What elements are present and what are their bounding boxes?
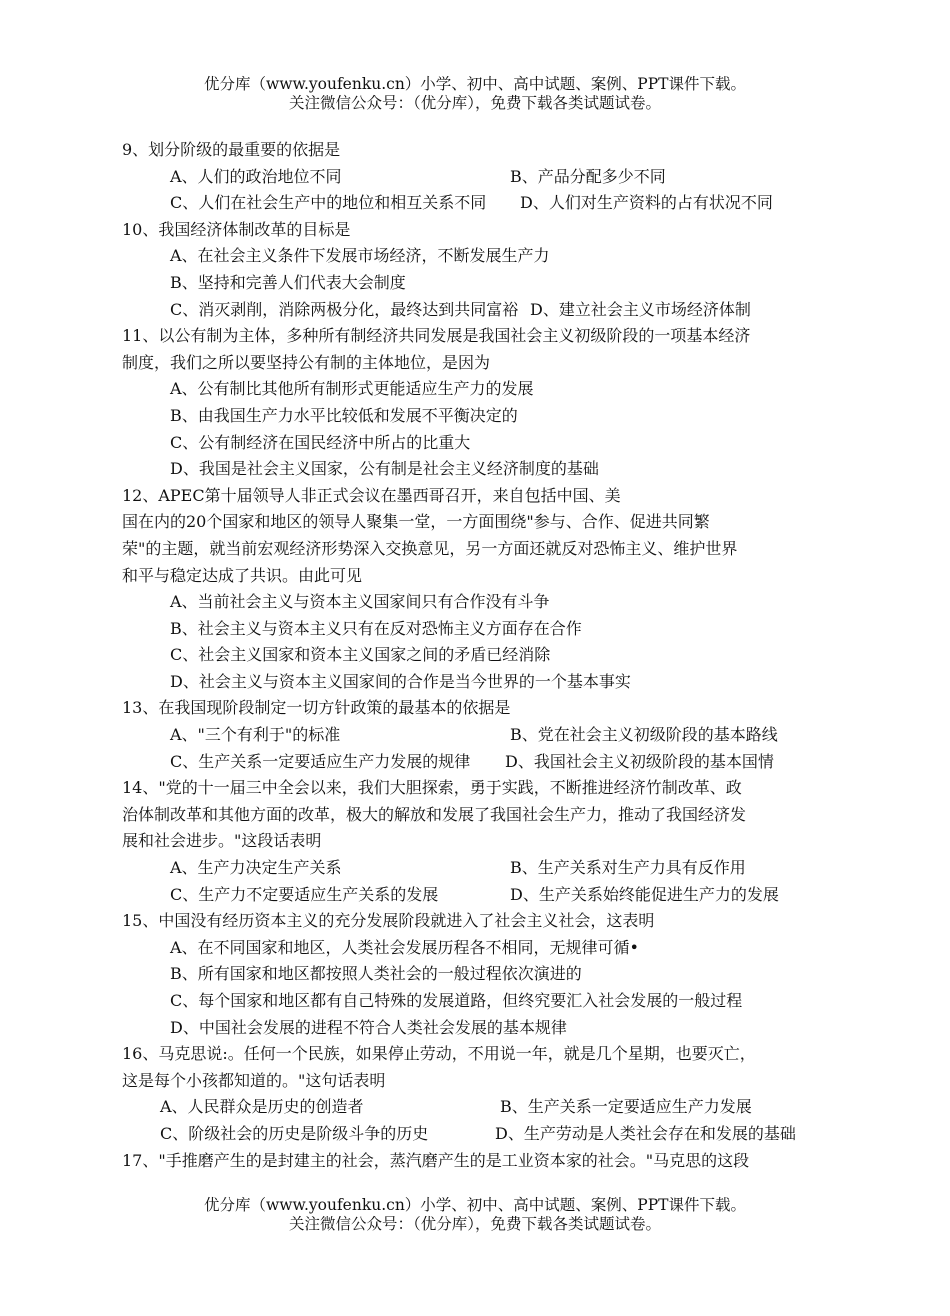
question-stem: 13、在我国现阶段制定一切方针政策的最基本的依据是	[122, 698, 511, 718]
question-stem: 9、划分阶级的最重要的依据是	[122, 140, 341, 159]
option-c: C、每个国家和地区都有自己特殊的发展道路，但终究要汇入社会发展的一般过程	[170, 991, 743, 1010]
question-list	[122, 137, 842, 1174]
option-c: C、公有制经济在国民经济中所占的比重大	[170, 432, 471, 452]
option-b: B、坚持和完善人们代表大会制度	[170, 272, 406, 292]
option-b: B、由我国生产力水平比较低和发展不平衡决定的	[170, 405, 518, 425]
question-stem: 15、中国没有经历资本主义的充分发展阶段就进入了社会主义社会，这表明	[122, 911, 655, 931]
option-d: D、社会主义与资本主义国家间的合作是当今世界的一个基本事实	[170, 671, 631, 691]
option-a: A、"三个有利于"的标准	[170, 725, 341, 745]
question-11	[122, 323, 842, 483]
option-a: A、在不同国家和地区，人类社会发展历程各不相同，无规律可循•	[170, 937, 639, 957]
page-footer	[0, 1196, 950, 1234]
option-a: A、在社会主义条件下发展市场经济，不断发展生产力	[170, 246, 550, 266]
question-stem-line-2: 这是每个小孩都知道的。"这句话表明	[122, 1070, 386, 1090]
question-stem-line-4: 和平与稳定达成了共识。由此可见	[122, 565, 363, 585]
option-b: B、生产关系一定要适应生产力发展	[500, 1097, 752, 1117]
option-c: C、人们在社会生产中的地位和相互关系不同	[170, 193, 487, 213]
option-a: A、当前社会主义与资本主义国家间只有合作没有斗争	[170, 592, 550, 612]
option-c: C、阶级社会的历史是阶级斗争的历史	[160, 1123, 429, 1143]
question-9	[122, 137, 842, 217]
option-a: A、人们的政治地位不同	[170, 166, 342, 186]
option-c: C、消灭剥削，消除两极分化，最终达到共同富裕	[170, 299, 519, 319]
question-stem-line-2: 制度，我们之所以要坚持公有制的主体地位，是因为	[122, 352, 491, 372]
footer-line-1: 优分库（www.youfenku.cn）小学、初中、高中试题、案例、PPT课件下载。	[203, 1196, 747, 1214]
question-stem-line-1: 12、APEC第十届领导人非正式会议在墨西哥召开，来自包括中国、美	[122, 485, 621, 505]
question-stem-line-1: 17、"手推磨产生的是封建主的社会，蒸汽磨产生的是工业资本家的社会。"马克思的这段	[122, 1150, 750, 1170]
option-d: D、人们对生产资料的占有状况不同	[520, 193, 773, 213]
question-stem-line-1: 11、以公有制为主体，多种所有制经济共同发展是我国社会主义初级阶段的一项基本经济	[122, 326, 751, 346]
option-a: A、人民群众是历史的创造者	[160, 1097, 364, 1117]
footer-line-2: 关注微信公众号：（优分库），免费下载各类试题试卷。	[288, 1215, 661, 1233]
question-14	[122, 775, 842, 908]
option-c: C、生产关系一定要适应生产力发展的规律	[170, 751, 471, 771]
option-b: B、产品分配多少不同	[510, 166, 666, 186]
question-stem-line-2: 治体制改革和其他方面的改革，极大的解放和发展了我国社会生产力，推动了我国经济发	[122, 804, 747, 824]
question-stem-line-1: 14、"党的十一届三中全会以来，我们大胆探索，勇于实践，不断推进经济竹制改革、政	[122, 778, 742, 798]
option-c: C、生产力不定要适应生产关系的发展	[170, 884, 439, 904]
question-stem-line-1: 16、马克思说:。任何一个民族，如果停止劳动，不用说一年，就是几个星期，也要灭亡，	[122, 1044, 756, 1064]
option-b: B、所有国家和地区都按照人类社会的一般过程依次演进的	[170, 964, 582, 984]
question-stem-line-3: 荣"的主题，就当前宏观经济形势深入交换意见，另一方面还就反对恐怖主义、维护世界	[122, 538, 738, 558]
question-16	[122, 1041, 842, 1147]
question-17	[122, 1148, 842, 1175]
option-d: D、建立社会主义市场经济体制	[530, 299, 751, 319]
question-stem: 10、我国经济体制改革的目标是	[122, 219, 351, 239]
question-13	[122, 695, 842, 775]
option-b: B、社会主义与资本主义只有在反对恐怖主义方面存在合作	[170, 618, 582, 638]
option-b: B、生产关系对生产力具有反作用	[510, 858, 746, 878]
header-line-1: 优分库（www.youfenku.cn）小学、初中、高中试题、案例、PPT课件下载。	[203, 75, 747, 93]
header-line-2: 关注微信公众号：（优分库），免费下载各类试题试卷。	[288, 94, 661, 112]
question-10	[122, 217, 842, 323]
option-d: D、生产劳动是人类社会存在和发展的基础	[495, 1123, 796, 1143]
option-a: A、公有制比其他所有制形式更能适应生产力的发展	[170, 379, 534, 399]
question-stem-line-2: 国在内的20个国家和地区的领导人聚集一堂，一方面围绕"参与、合作、促进共同繁	[122, 512, 710, 532]
question-15	[122, 908, 842, 1041]
option-d: D、我国社会主义初级阶段的基本国情	[505, 751, 774, 771]
option-d: D、中国社会发展的进程不符合人类社会发展的基本规律	[170, 1017, 567, 1037]
page-header	[0, 75, 950, 113]
option-c: C、社会主义国家和资本主义国家之间的矛盾已经消除	[170, 645, 551, 665]
option-d: D、生产关系始终能促进生产力的发展	[510, 884, 779, 904]
option-b: B、党在社会主义初级阶段的基本路线	[510, 725, 778, 745]
option-a: A、生产力决定生产关系	[170, 858, 342, 878]
question-stem-line-3: 展和社会进步。"这段话表明	[122, 831, 322, 851]
option-d: D、我国是社会主义国家，公有制是社会主义经济制度的基础	[170, 459, 599, 479]
question-12	[122, 483, 842, 696]
